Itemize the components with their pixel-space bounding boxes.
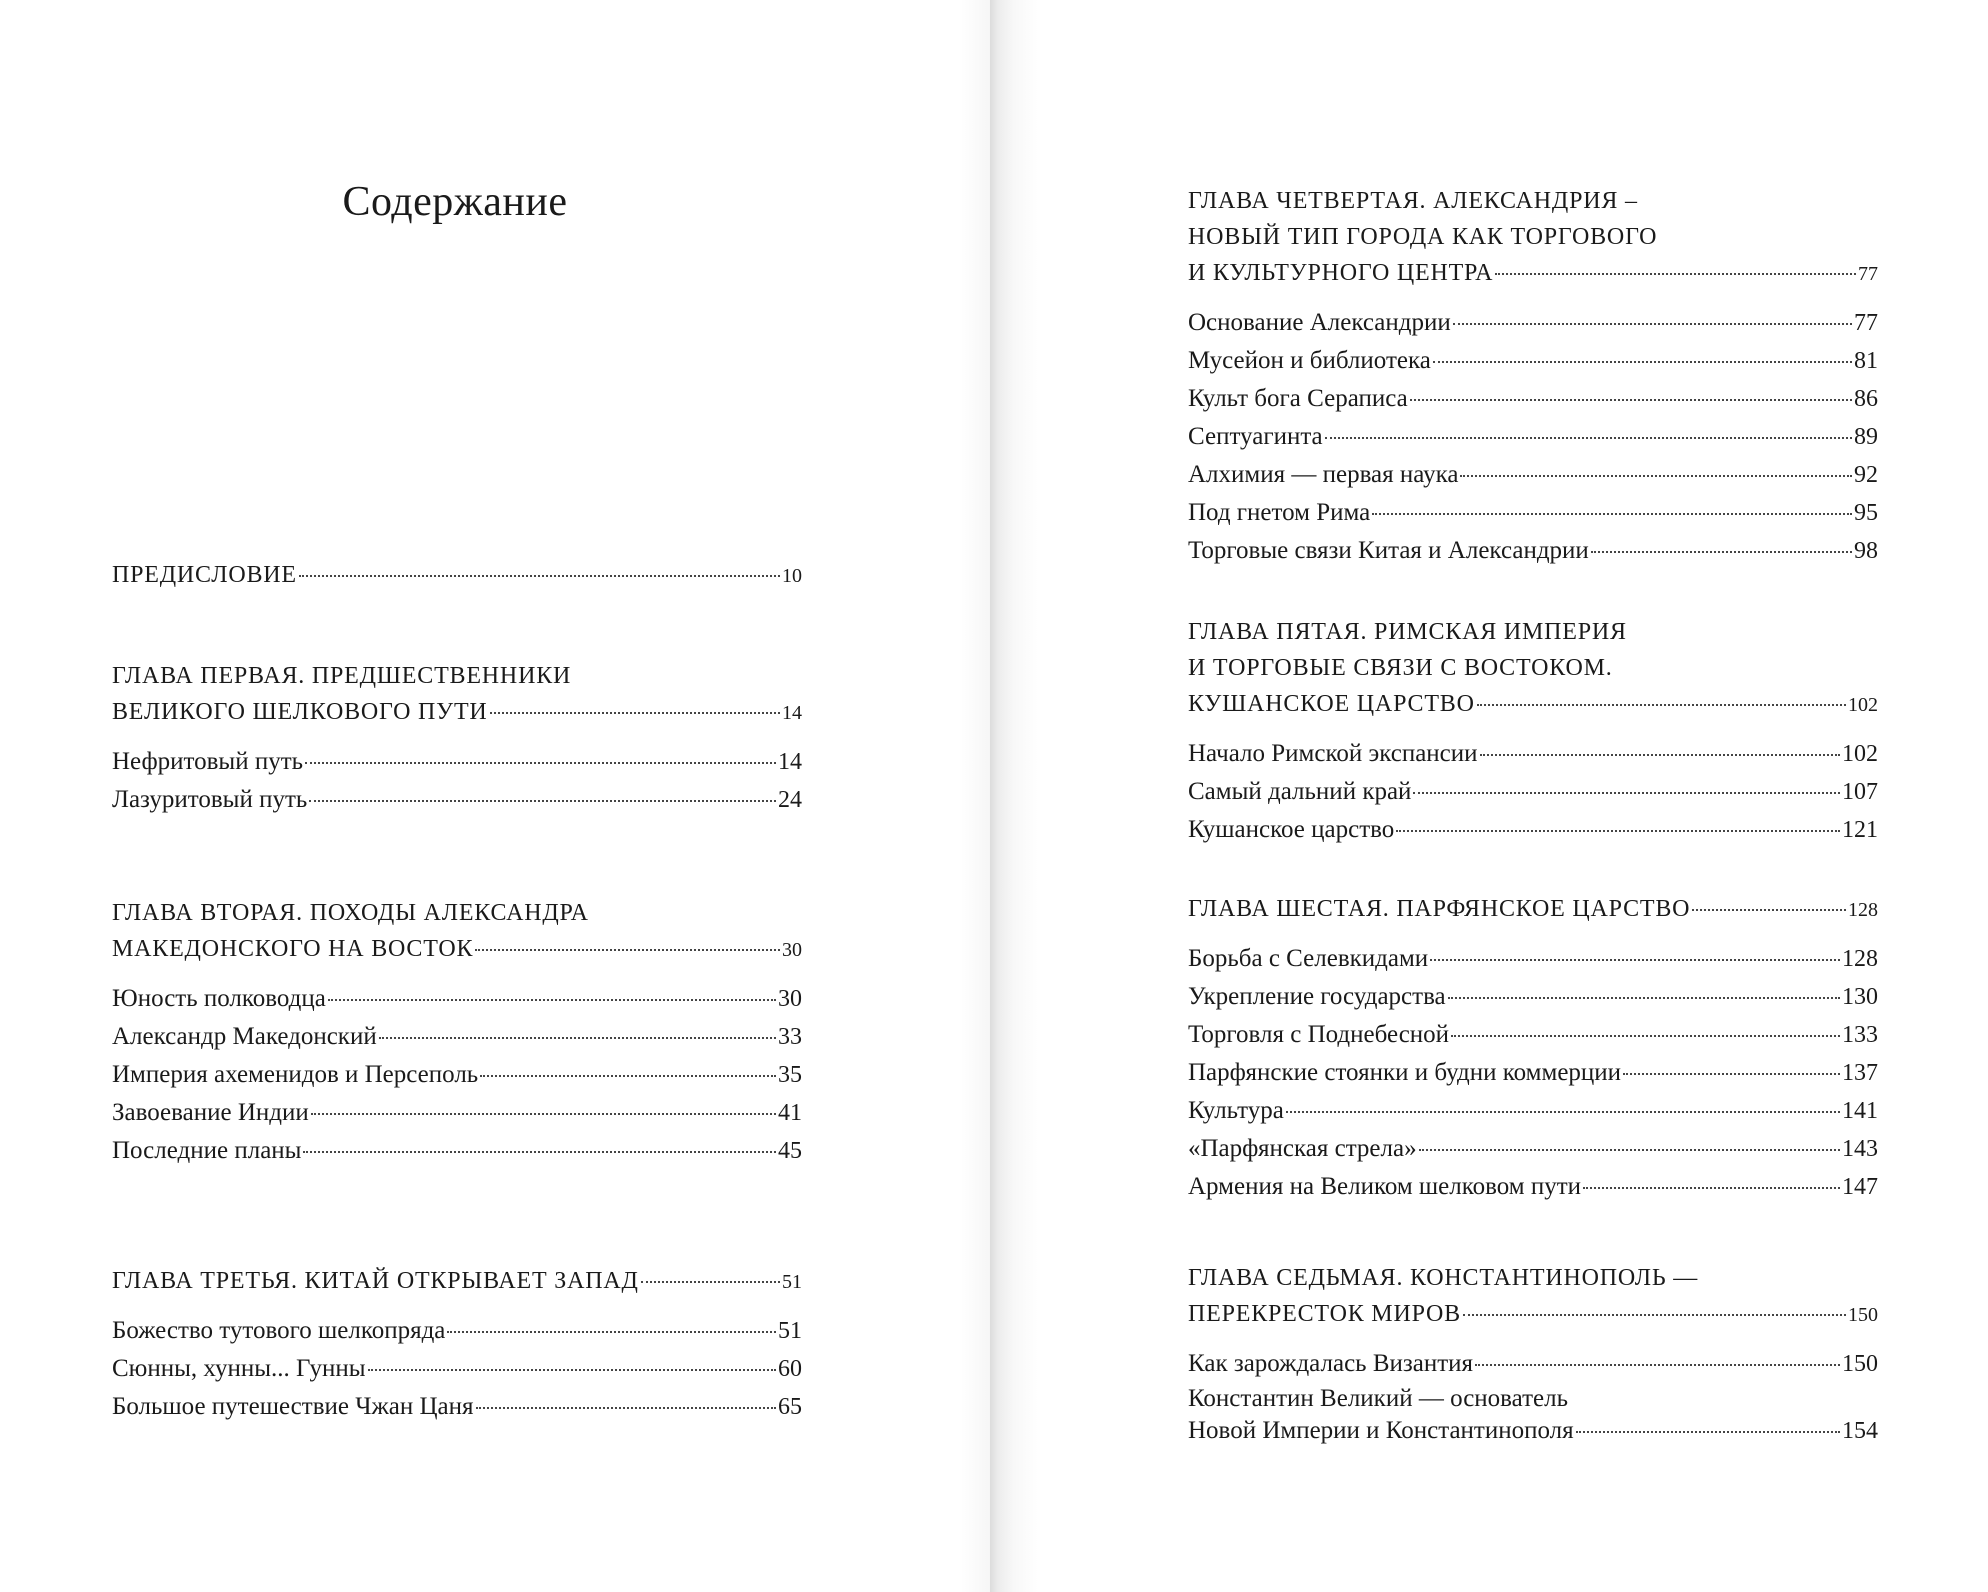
toc-entry-page: 133	[1842, 1022, 1878, 1048]
toc-entry	[1188, 1092, 1878, 1130]
leader-dots	[1410, 399, 1852, 401]
leader-dots	[1419, 1149, 1840, 1151]
toc-chapter	[112, 658, 802, 819]
leader-dots	[1286, 1111, 1840, 1113]
toc-entry	[112, 1312, 802, 1350]
toc-entry-title: Торговые связи Китая и Александрии	[1188, 537, 1589, 564]
toc-entry-page: 150	[1848, 1304, 1878, 1326]
toc-entry	[112, 557, 802, 594]
toc-entry-title: Парфянские стоянки и будни коммерции	[1188, 1059, 1622, 1086]
toc-entry	[1188, 304, 1878, 342]
toc-entry-title: Торговля с Поднебесной	[1188, 1021, 1450, 1048]
leader-dots	[305, 762, 776, 764]
leader-dots	[1477, 704, 1846, 706]
leader-dots	[1495, 273, 1856, 275]
toc-entry-page: 77	[1854, 310, 1878, 336]
toc-entry-page: 141	[1842, 1098, 1878, 1124]
toc-entry-page: 128	[1842, 946, 1878, 972]
toc-entry	[1188, 811, 1878, 849]
toc-entry-title: Мусейон и библиотека	[1188, 347, 1431, 374]
toc-entry-title-line: Константин Великий — основатель	[1188, 1385, 1568, 1412]
page-title: Содержание	[342, 179, 568, 225]
toc-entry-title: ПРЕДИСЛОВИЕ	[112, 562, 297, 588]
toc-entry	[1188, 686, 1878, 723]
toc-entry-page: 107	[1842, 779, 1878, 805]
spacer	[1188, 1333, 1878, 1345]
toc-entry	[1188, 1054, 1878, 1092]
toc-entry-page: 147	[1842, 1174, 1878, 1200]
toc-entry-title: КУШАНСКОЕ ЦАРСТВО	[1188, 691, 1475, 717]
toc-entry-page: 65	[778, 1394, 802, 1420]
toc-entry	[1188, 978, 1878, 1016]
leader-dots	[1460, 475, 1852, 477]
spine-shadow	[960, 0, 990, 1592]
toc-chapter	[1188, 891, 1878, 1206]
toc-entry	[1188, 494, 1878, 532]
toc-entry-page: 137	[1842, 1060, 1878, 1086]
leader-dots	[1433, 361, 1852, 363]
toc-entry-page: 154	[1842, 1418, 1878, 1444]
toc-entry-title: Александр Македонский	[112, 1023, 377, 1050]
chapter-heading-line: ГЛАВА ЧЕТВЕРТАЯ. АЛЕКСАНДРИЯ –	[1188, 188, 1638, 214]
toc-entry-page: 81	[1854, 348, 1878, 374]
toc-entry-title: Под гнетом Рима	[1188, 499, 1371, 526]
toc-entry	[1188, 380, 1878, 418]
toc-entry-page: 128	[1848, 899, 1878, 921]
spacer	[112, 1300, 802, 1312]
chapter-heading-line: НОВЫЙ ТИП ГОРОДА КАК ТОРГОВОГО	[1188, 224, 1658, 250]
toc-entry-title: Самый дальний край	[1188, 778, 1412, 805]
toc-entry-page: 98	[1854, 538, 1878, 564]
toc-entry	[112, 781, 802, 819]
toc-entry	[112, 694, 802, 731]
toc-entry-page: 130	[1842, 984, 1878, 1010]
toc-chapter	[112, 895, 802, 1170]
left-page	[0, 0, 990, 1592]
leader-dots	[309, 800, 776, 802]
toc-entry	[1188, 1296, 1878, 1333]
toc-entry-title: Большое путешествие Чжан Цаня	[112, 1393, 474, 1420]
leader-dots	[328, 999, 776, 1001]
toc-entry-page: 14	[782, 702, 802, 724]
leader-dots	[475, 949, 780, 951]
spacer	[112, 731, 802, 743]
leader-dots	[1396, 830, 1840, 832]
toc-entry-title: Борьба с Селевкидами	[1188, 945, 1429, 972]
leader-dots	[368, 1369, 776, 1371]
leader-dots	[1453, 323, 1852, 325]
toc-entry-page: 150	[1842, 1351, 1878, 1377]
toc-entry-page: 33	[778, 1024, 802, 1050]
leader-dots	[1623, 1073, 1840, 1075]
toc-entry	[1188, 940, 1878, 978]
toc-entry-page: 86	[1854, 386, 1878, 412]
toc-entry	[112, 1018, 802, 1056]
spacer	[1188, 928, 1878, 940]
leader-dots	[1591, 551, 1852, 553]
leader-dots	[1448, 997, 1840, 999]
toc-entry	[1188, 418, 1878, 456]
toc-entry-page: 121	[1842, 817, 1878, 843]
spacer	[1188, 723, 1878, 735]
toc-entry-page: 41	[778, 1100, 802, 1126]
toc-entry	[1188, 1345, 1878, 1383]
toc-entry	[1188, 1415, 1878, 1447]
toc-entry-page: 143	[1842, 1136, 1878, 1162]
spacer	[1188, 292, 1878, 304]
toc-entry	[112, 1056, 802, 1094]
toc-entry	[1188, 735, 1878, 773]
toc-entry-page: 24	[778, 787, 802, 813]
toc-entry-title: Нефритовый путь	[112, 748, 304, 775]
leader-dots	[1576, 1431, 1840, 1433]
toc-entry-title: ГЛАВА ШЕСТАЯ. ПАРФЯНСКОЕ ЦАРСТВО	[1188, 896, 1691, 922]
toc-entry	[1188, 1016, 1878, 1054]
toc-entry-title: Лазуритовый путь	[112, 786, 308, 813]
toc-entry-title: Последние планы	[112, 1137, 302, 1164]
toc-entry-page: 51	[778, 1318, 802, 1344]
toc-entry-title: Юность полководца	[112, 985, 326, 1012]
toc-entry-page: 45	[778, 1138, 802, 1164]
toc-entry	[112, 1388, 802, 1426]
toc-entry	[1188, 773, 1878, 811]
toc-entry-title: ПЕРЕКРЕСТОК МИРОВ	[1188, 1301, 1461, 1327]
toc-entry	[1188, 342, 1878, 380]
toc-preface	[112, 557, 802, 594]
toc-entry-title: Божество тутового шелкопряда	[112, 1317, 446, 1344]
toc-chapter	[1188, 1260, 1878, 1447]
toc-entry	[112, 980, 802, 1018]
toc-entry	[112, 1132, 802, 1170]
toc-entry	[1188, 255, 1878, 292]
toc-chapter	[1188, 614, 1878, 849]
toc-entry-page: 102	[1848, 694, 1878, 716]
leader-dots	[1692, 909, 1846, 911]
toc-entry-page: 51	[782, 1271, 802, 1293]
toc-entry-title: Сюнны, хунны... Гунны	[112, 1355, 366, 1382]
chapter-heading-line: ГЛАВА СЕДЬМАЯ. КОНСТАНТИНОПОЛЬ —	[1188, 1265, 1699, 1291]
leader-dots	[311, 1113, 776, 1115]
toc-entry-page: 35	[778, 1062, 802, 1088]
toc-entry	[112, 1094, 802, 1132]
toc-entry-title: Септуагинта	[1188, 423, 1323, 450]
toc-entry	[1188, 1130, 1878, 1168]
toc-entry	[112, 1263, 802, 1300]
chapter-heading-line: ГЛАВА ВТОРАЯ. ПОХОДЫ АЛЕКСАНДРА	[112, 900, 589, 926]
leader-dots	[1480, 754, 1840, 756]
toc-entry-title: ГЛАВА ТРЕТЬЯ. КИТАЙ ОТКРЫВАЕТ ЗАПАД	[112, 1268, 639, 1294]
leader-dots	[1325, 437, 1852, 439]
toc-entry-page: 77	[1858, 263, 1878, 285]
toc-entry-title: Укрепление государства	[1188, 983, 1446, 1010]
leader-dots	[1413, 792, 1840, 794]
leader-dots	[379, 1037, 776, 1039]
toc-entry-page: 14	[778, 749, 802, 775]
toc-entry-title: «Парфянская стрела»	[1188, 1135, 1417, 1162]
leader-dots	[480, 1075, 776, 1077]
leader-dots	[1430, 959, 1840, 961]
toc-entry-title: Новой Империи и Константинополя	[1188, 1417, 1574, 1444]
toc-entry	[112, 1350, 802, 1388]
leader-dots	[1583, 1187, 1840, 1189]
toc-chapter	[112, 1263, 802, 1426]
spacer	[112, 968, 802, 980]
toc-entry-title: Кушанское царство	[1188, 816, 1395, 843]
leader-dots	[1475, 1364, 1840, 1366]
toc-entry	[1188, 1168, 1878, 1206]
toc-entry-title: Армения на Великом шелковом пути	[1188, 1173, 1582, 1200]
leader-dots	[641, 1281, 780, 1283]
toc-entry-page: 95	[1854, 500, 1878, 526]
leader-dots	[303, 1151, 776, 1153]
leader-dots	[490, 712, 780, 714]
toc-entry-page: 92	[1854, 462, 1878, 488]
chapter-heading-line: ГЛАВА ПЕРВАЯ. ПРЕДШЕСТВЕННИКИ	[112, 663, 572, 689]
toc-entry-title: Как зарождалась Византия	[1188, 1350, 1474, 1377]
leader-dots	[1372, 513, 1852, 515]
toc-entry-title: И КУЛЬТУРНОГО ЦЕНТРА	[1188, 260, 1494, 286]
toc-entry-title: Культура	[1188, 1097, 1284, 1124]
leader-dots	[476, 1407, 777, 1409]
toc-entry-title: Культ бога Сераписа	[1188, 385, 1408, 412]
leader-dots	[299, 575, 780, 577]
toc-entry	[1188, 891, 1878, 928]
chapter-heading-line: И ТОРГОВЫЕ СВЯЗИ С ВОСТОКОМ.	[1188, 655, 1613, 681]
toc-entry-title: Империя ахеменидов и Персеполь	[112, 1061, 479, 1088]
toc-entry-page: 89	[1854, 424, 1878, 450]
toc-entry-page: 30	[782, 939, 802, 961]
toc-entry-title: Завоевание Индии	[112, 1099, 309, 1126]
toc-chapter	[1188, 183, 1878, 570]
toc-entry-title: Начало Римской экспансии	[1188, 740, 1478, 767]
toc-entry-title: МАКЕДОНСКОГО НА ВОСТОК	[112, 936, 474, 962]
chapter-heading-line: ГЛАВА ПЯТАЯ. РИМСКАЯ ИМПЕРИЯ	[1188, 619, 1627, 645]
toc-entry-page: 10	[782, 565, 802, 587]
toc-entry	[112, 931, 802, 968]
toc-entry	[112, 743, 802, 781]
leader-dots	[447, 1331, 776, 1333]
toc-entry-page: 60	[778, 1356, 802, 1382]
toc-entry-title: Алхимия — первая наука	[1188, 461, 1459, 488]
toc-entry	[1188, 456, 1878, 494]
leader-dots	[1451, 1035, 1840, 1037]
toc-entry-title: Основание Александрии	[1188, 309, 1451, 336]
toc-entry-page: 102	[1842, 741, 1878, 767]
toc-entry-page: 30	[778, 986, 802, 1012]
leader-dots	[1463, 1314, 1846, 1316]
toc-entry	[1188, 532, 1878, 570]
toc-entry-title: ВЕЛИКОГО ШЕЛКОВОГО ПУТИ	[112, 699, 488, 725]
